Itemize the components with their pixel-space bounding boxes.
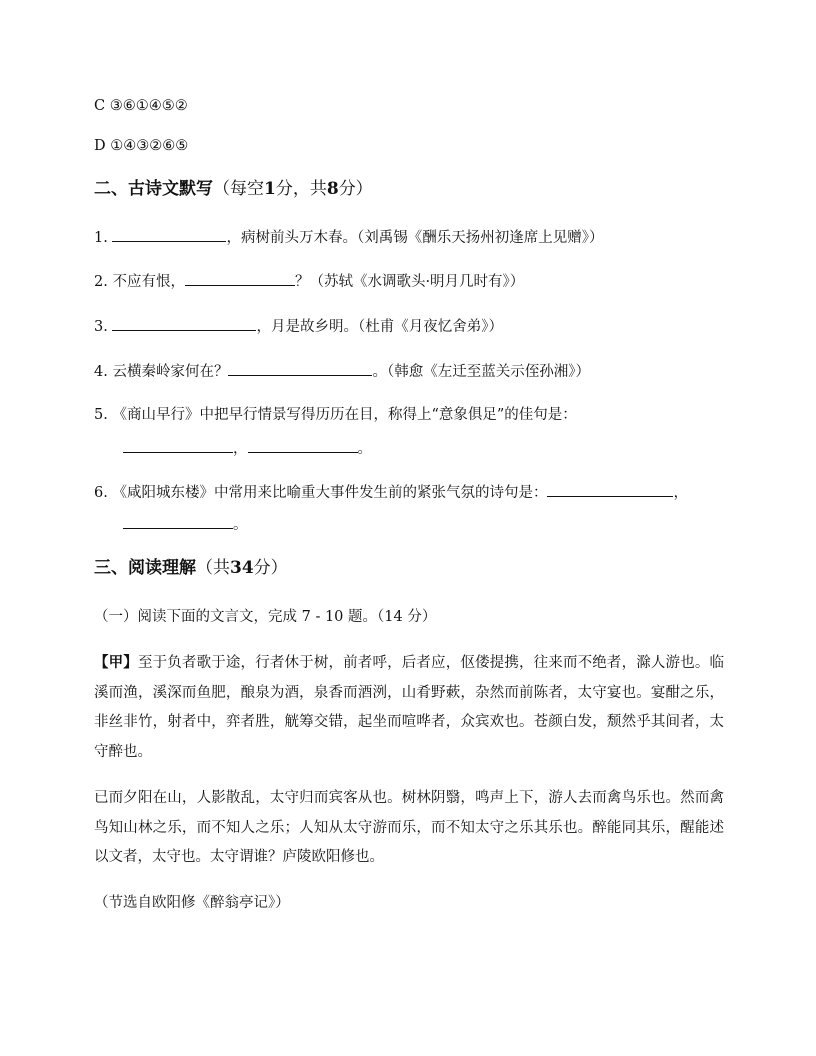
passage-text-1: 至于负者歌于途，行者休于树，前者呼，后者应，伛偻提携，往来而不绝者，滁人游也。临溪而渔，溪深而鱼肥，酿泉为酒，泉香而酒洌，山肴野蔌，杂然而前陈者，太守宴也。宴酣之乐，非丝非竹，射者中，弈者胜，觥筹交错，起坐而喧哗者，众宾欢也。苍颜白发，颓然乎其间者，太守醉也。 — [94, 655, 725, 760]
section-3-heading — [94, 557, 288, 579]
section-3-points-close: 分） — [253, 558, 288, 578]
section-2-points-close: 分） — [338, 179, 373, 199]
section-2-points-mid: 分，共 — [275, 179, 327, 199]
question-6 — [94, 482, 688, 503]
section-2-heading — [94, 178, 373, 200]
passage-paragraph-2: 已而夕阳在山，人影散乱，太守归而宾客从也。树林阴翳，鸣声上下，游人去而禽鸟乐也。然而禽鸟知山林之乐，而不知人之乐；人知从太守游而乐，而不知太守之乐其乐也。醉能同其乐，醒能述以文者，太守也。太守谓谁？庐陵欧阳修也。 — [94, 790, 724, 865]
question-1 — [94, 227, 603, 248]
passage-paragraph-1 — [94, 648, 724, 767]
section-2-points-total: 8 — [326, 179, 339, 199]
blank-end: 。 — [357, 441, 372, 457]
question-1-text: ，病树前头万木春。（刘禹锡《酬乐天扬州初逢席上见赠》） — [226, 230, 604, 246]
question-2-text: ？（苏轼《水调歌头·明月几时有》） — [294, 274, 525, 290]
answer-blank[interactable] — [112, 316, 256, 331]
question-1-number: 1. — [94, 230, 108, 246]
answer-blank[interactable] — [123, 438, 233, 453]
section-2-title: 二、古诗文默写 — [94, 179, 213, 199]
question-6-text: 6. 《咸阳城东楼》中常用来比喻重大事件发生前的紧张气氛的诗句是： — [94, 485, 548, 501]
blank-separator: ， — [673, 485, 688, 501]
question-4-text: 。（韩愈《左迁至蓝关示侄孙湘》） — [372, 364, 590, 380]
question-4-lead: 4. 云横秦岭家何在？ — [94, 364, 229, 380]
blank-end: 。 — [233, 517, 248, 533]
blank-separator: ， — [233, 441, 248, 457]
question-2-lead: 2. 不应有恨， — [94, 274, 185, 290]
option-d: D ①④③②⑥⑤ — [94, 138, 189, 154]
question-4 — [94, 361, 590, 382]
question-5-answer-line — [123, 438, 372, 459]
option-c: C ③⑥①④⑤② — [94, 98, 188, 114]
passage-source: （节选自欧阳修《醉翁亭记》） — [94, 895, 290, 911]
section-2-points-each: 1 — [264, 179, 276, 199]
answer-blank[interactable] — [547, 482, 673, 497]
question-3-text: ，月是故乡明。（杜甫《月夜忆舍弟》） — [256, 319, 503, 335]
answer-blank[interactable] — [248, 438, 358, 453]
section-3-title: 三、阅读理解 — [94, 558, 196, 578]
section-2-points-open: （每空 — [213, 179, 264, 199]
question-3 — [94, 316, 503, 337]
question-3-number: 3. — [94, 319, 108, 335]
question-6-answer-line — [123, 514, 248, 535]
reading-instructions: （一）阅读下面的文言文，完成 7 - 10 题。（14 分） — [94, 609, 437, 625]
passage-label: 【甲】 — [94, 654, 138, 671]
answer-blank[interactable] — [112, 227, 226, 242]
section-3-points-open: （共 — [196, 558, 230, 578]
answer-blank[interactable] — [123, 514, 233, 529]
question-2 — [94, 271, 524, 292]
answer-blank[interactable] — [228, 361, 372, 376]
answer-blank[interactable] — [185, 271, 295, 286]
section-3-points-total: 34 — [230, 558, 254, 578]
question-5: 5. 《商山早行》中把早行情景写得历历在目，称得上“意象俱足”的佳句是： — [94, 407, 577, 423]
